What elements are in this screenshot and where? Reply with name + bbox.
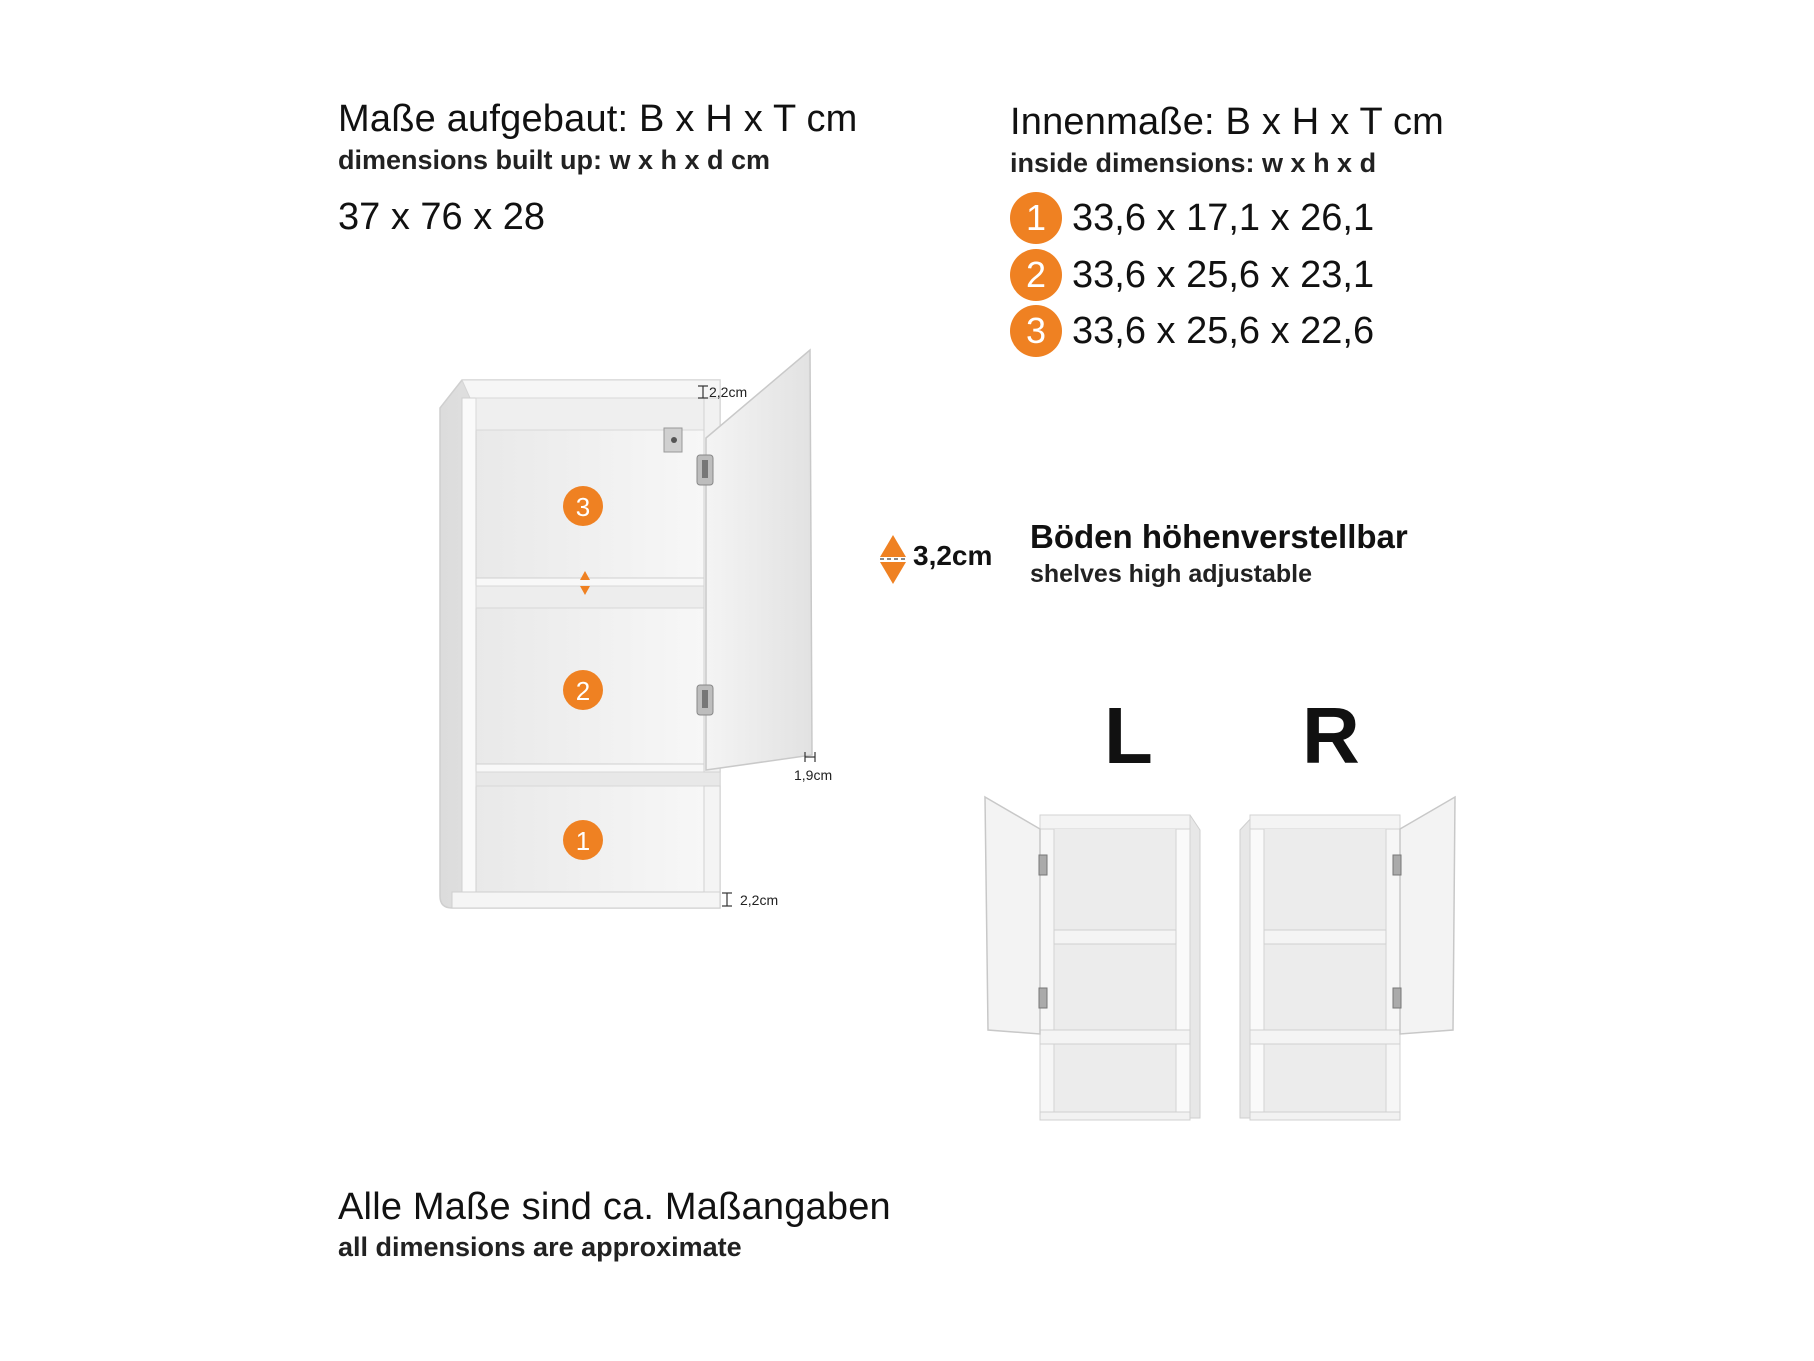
shelf-spacing-value: 3,2cm [913,540,993,571]
footer-subtitle: all dimensions are approximate [338,1232,742,1262]
built-dimensions-subtitle: dimensions built up: w x h x d cm [338,145,771,175]
footer-title: Alle Maße sind ca. Maßangaben [338,1186,891,1228]
variant-right-label: R [1302,691,1360,780]
shelves-subtitle: shelves high adjustable [1030,560,1313,588]
inside-dimensions-subtitle: inside dimensions: w x h x d [1010,148,1377,178]
right-variant-cabinet [1240,797,1455,1120]
inside-value-3: 33,6 x 25,6 x 22,6 [1072,309,1375,352]
compartment-badge-1: 1 [1010,192,1062,244]
diagram-badge-2-label: 2 [575,676,591,706]
top-thickness-label: 2,2cm [709,384,748,400]
inside-dimensions-title: Innenmaße: B x H x T cm [1010,101,1445,143]
shelves-title: Böden höhenverstellbar [1030,518,1408,555]
bottom-thickness-marker [722,892,778,908]
main-cabinet [440,350,812,908]
diagram-badge-3 [563,486,603,526]
built-dimensions-value: 37 x 76 x 28 [338,196,546,238]
shelf-spacing-arrow-icon [880,535,906,584]
diagram-badge-2 [563,670,603,710]
door-thickness-label: 1,9cm [794,767,833,783]
compartment-badge-2: 2 [1010,249,1062,301]
left-variant-cabinet [985,797,1200,1120]
bottom-thickness-label: 2,2cm [740,892,779,908]
variant-left-label: L [1104,691,1153,780]
compartment-badge-3: 3 [1010,305,1062,357]
inside-value-2: 33,6 x 25,6 x 23,1 [1072,253,1375,296]
built-dimensions-title: Maße aufgebaut: B x H x T cm [338,98,858,140]
diagram-badge-1 [563,820,603,860]
diagram-badge-3-label: 3 [575,492,591,522]
inside-value-1: 33,6 x 17,1 x 26,1 [1072,196,1375,239]
diagram-badge-1-label: 1 [575,826,591,856]
